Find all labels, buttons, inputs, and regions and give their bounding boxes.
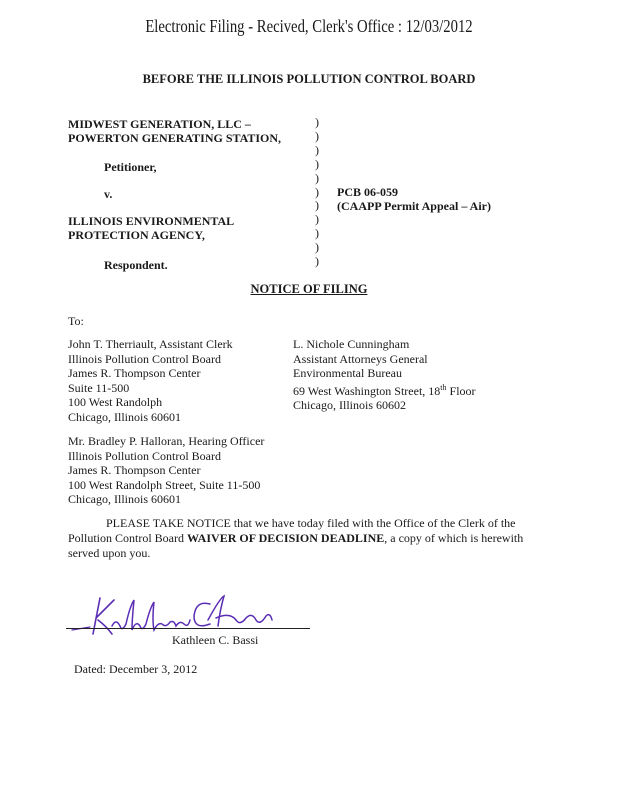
paren: ) [315, 184, 319, 199]
address-line: 100 West Randolph [68, 395, 163, 409]
address-line: Suite 11-500 [68, 380, 130, 395]
ordinal-suffix: th [440, 382, 447, 392]
notice-body-line1: PLEASE TAKE NOTICE that we have today filed with the Office of the Clerk of the [106, 516, 516, 530]
address-line: Illinois Pollution Control Board [68, 351, 222, 366]
paren: ) [315, 198, 319, 213]
versus-label: v. [104, 187, 113, 201]
document-title: WAIVER OF DECISION DEADLINE [187, 531, 385, 545]
address-line: James R. Thompson Center [68, 366, 201, 380]
respondent-name-line1: ILLINOIS ENVIRONMENTAL [68, 214, 235, 228]
body-text: Pollution Control Board [68, 531, 188, 545]
case-type: (CAAPP Permit Appeal – Air) [337, 199, 491, 213]
floor-text: Floor [446, 383, 476, 398]
address-line: 100 West Randolph Street, Suite 11-500 [68, 477, 261, 492]
street-text: 69 West Washington Street, 18 [293, 383, 441, 398]
petitioner-name-line1: MIDWEST GENERATION, LLC – [68, 117, 251, 131]
address-line: Mr. Bradley P. Halloran, Hearing Officer [68, 434, 265, 448]
signature-line [66, 628, 310, 629]
address-line: Chicago, Illinois 60601 [68, 492, 181, 506]
caption-parens [315, 116, 319, 269]
recipient-clerk [68, 337, 233, 424]
address-line: Chicago, Illinois 60602 [293, 398, 406, 412]
address-line: Illinois Pollution Control Board [68, 448, 222, 463]
address-line: Chicago, Illinois 60601 [68, 409, 181, 424]
petitioner-role: Petitioner, [104, 160, 157, 174]
address-line: L. Nichole Cunningham [293, 337, 410, 351]
notice-body-line3: served upon you. [68, 546, 151, 560]
address-line: John T. Therriault, Assistant Clerk [68, 337, 233, 351]
address-line [293, 381, 476, 399]
address-line: James R. Thompson Center [68, 463, 201, 477]
notice-title: NOTICE OF FILING [250, 282, 368, 296]
board-title: BEFORE THE ILLINOIS POLLUTION CONTROL BOARD [142, 72, 476, 86]
paren: ) [315, 254, 319, 269]
signer-name: Kathleen C. Bassi [172, 633, 259, 647]
electronic-filing-stamp: Electronic Filing - Recived, Clerk's Office : 12/03/2012 [145, 16, 473, 36]
address-line: Assistant Attorneys General [293, 351, 428, 366]
body-text: , a copy of which is herewith [384, 531, 524, 545]
paren: ) [315, 240, 319, 255]
respondent-role: Respondent. [104, 258, 168, 272]
recipient-hearing-officer [68, 434, 264, 507]
dated-line: Dated: December 3, 2012 [74, 662, 198, 676]
address-line: Environmental Bureau [293, 366, 402, 380]
recipient-attorney [293, 337, 476, 413]
paren: ) [315, 226, 319, 241]
paren: ) [315, 170, 319, 185]
paren: ) [315, 156, 319, 171]
respondent-name-line2: PROTECTION AGENCY, [68, 228, 205, 242]
paren: ) [315, 212, 319, 227]
case-number: PCB 06-059 [337, 185, 398, 199]
paren: ) [315, 128, 319, 143]
paren: ) [315, 142, 319, 157]
notice-body-line2 [68, 531, 523, 546]
petitioner-name-line2: POWERTON GENERATING STATION, [68, 131, 282, 145]
paren: ) [315, 115, 319, 129]
to-label: To: [68, 314, 84, 328]
